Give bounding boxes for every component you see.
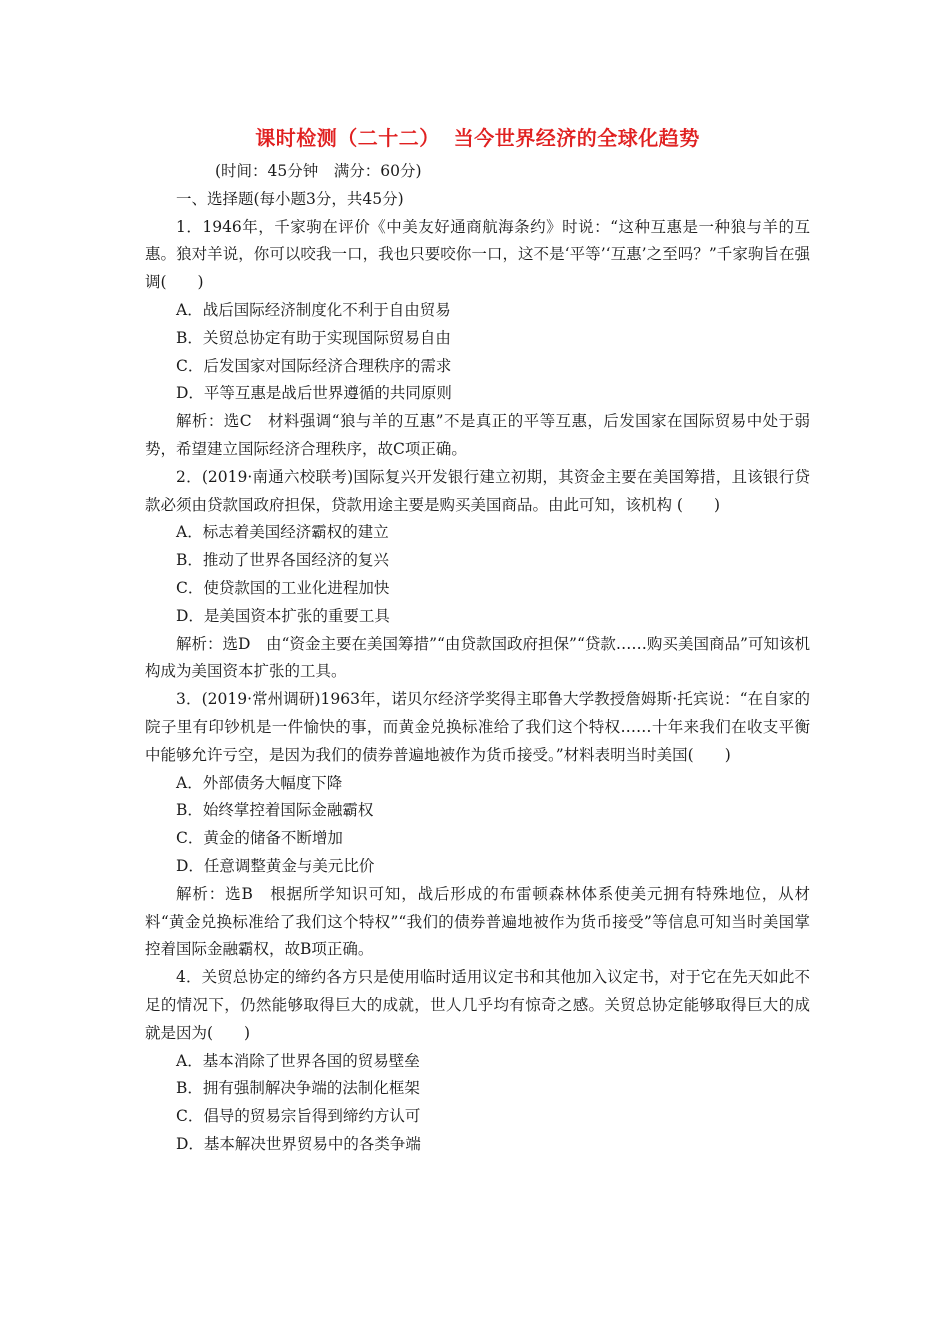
option-c: C．黄金的储备不断增加 <box>176 829 343 848</box>
title-series: 课时检测（二十二） <box>255 126 440 150</box>
option-b: B．始终掌控着国际金融霸权 <box>176 801 374 820</box>
page-title <box>145 118 810 158</box>
title-topic: 当今世界经济的全球化趋势 <box>453 126 700 150</box>
option-a: A．基本消除了世界各国的贸易壁垒 <box>176 1051 420 1070</box>
option-c: C．使贷款国的工业化进程加快 <box>176 578 390 597</box>
option-c: C．后发国家对国际经济合理秩序的需求 <box>176 356 452 375</box>
option-d: D．平等互惠是战后世界遵循的共同原则 <box>176 384 452 403</box>
section-heading: 一、选择题(每小题3分，共45分) <box>176 189 404 208</box>
exam-meta: (时间：45分钟 满分：60分) <box>215 162 422 180</box>
question-4 <box>145 964 810 1159</box>
option-a: A．标志着美国经济霸权的建立 <box>176 523 389 542</box>
option-b: B．推动了世界各国经济的复兴 <box>176 551 389 570</box>
option-a: A．战后国际经济制度化不利于自由贸易 <box>176 300 451 319</box>
option-b: B．关贸总协定有助于实现国际贸易自由 <box>176 328 451 347</box>
answer-analysis: 解析：选C 材料强调“狼与羊的互惠”不是真正的平等互惠，后发国家在国际贸易中处于弱势，希望建立国际经济合理秩序，故C项正确。 <box>145 412 810 458</box>
option-d: D．任意调整黄金与美元比价 <box>176 856 375 875</box>
option-d: D．基本解决世界贸易中的各类争端 <box>176 1134 421 1153</box>
question-1 <box>145 214 810 464</box>
question-stem: 3．(2019·常州调研)1963年，诺贝尔经济学奖得主耶鲁大学教授詹姆斯·托宾说：“在自家的院子里有印钞机是一件愉快的事，而黄金兑换标准给了我们这个特权……十年来我们在收支平衡中能够允许亏空，是因为我们的债券普遍地被作为货币接受。”材料表明当时美国( ) <box>145 690 810 764</box>
question-stem: 2．(2019·南通六校联考)国际复兴开发银行建立初期，其资金主要在美国筹措，且该银行贷款必须由贷款国政府担保，贷款用途主要是购买美国商品。由此可知，该机构 ( ) <box>145 467 810 514</box>
question-3 <box>145 686 810 964</box>
answer-analysis: 解析：选B 根据所学知识可知，战后形成的布雷顿森林体系使美元拥有特殊地位，从材料“黄金兑换标准给了我们这个特权”“我们的债券普遍地被作为货币接受”等信息可知当时美国掌控着国际金融霸权，故B项正确。 <box>145 884 810 959</box>
answer-analysis: 解析：选D 由“资金主要在美国筹措”“由贷款国政府担保”“贷款……购买美国商品”可知该机构成为美国资本扩张的工具。 <box>145 634 810 681</box>
option-c: C．倡导的贸易宗旨得到缔约方认可 <box>176 1107 421 1126</box>
option-b: B．拥有强制解决争端的法制化框架 <box>176 1079 420 1098</box>
option-d: D．是美国资本扩张的重要工具 <box>176 606 390 625</box>
option-a: A．外部债务大幅度下降 <box>176 773 343 792</box>
question-stem: 1．1946年，千家驹在评价《中美友好通商航海条约》时说：“这种互惠是一种狼与羊的互惠。狼对羊说，你可以咬我一口，我也只要咬你一口，这不是‘平等’‘互惠’之至吗？”千家驹旨在强调( ) <box>145 217 810 292</box>
document-page <box>145 118 810 1159</box>
question-stem: 4．关贸总协定的缔约各方只是使用临时适用议定书和其他加入议定书，对于它在先天如此不足的情况下，仍然能够取得巨大的成就，世人几乎均有惊奇之感。关贸总协定能够取得巨大的成就是因为( ) <box>145 968 810 1042</box>
question-2 <box>145 464 810 686</box>
